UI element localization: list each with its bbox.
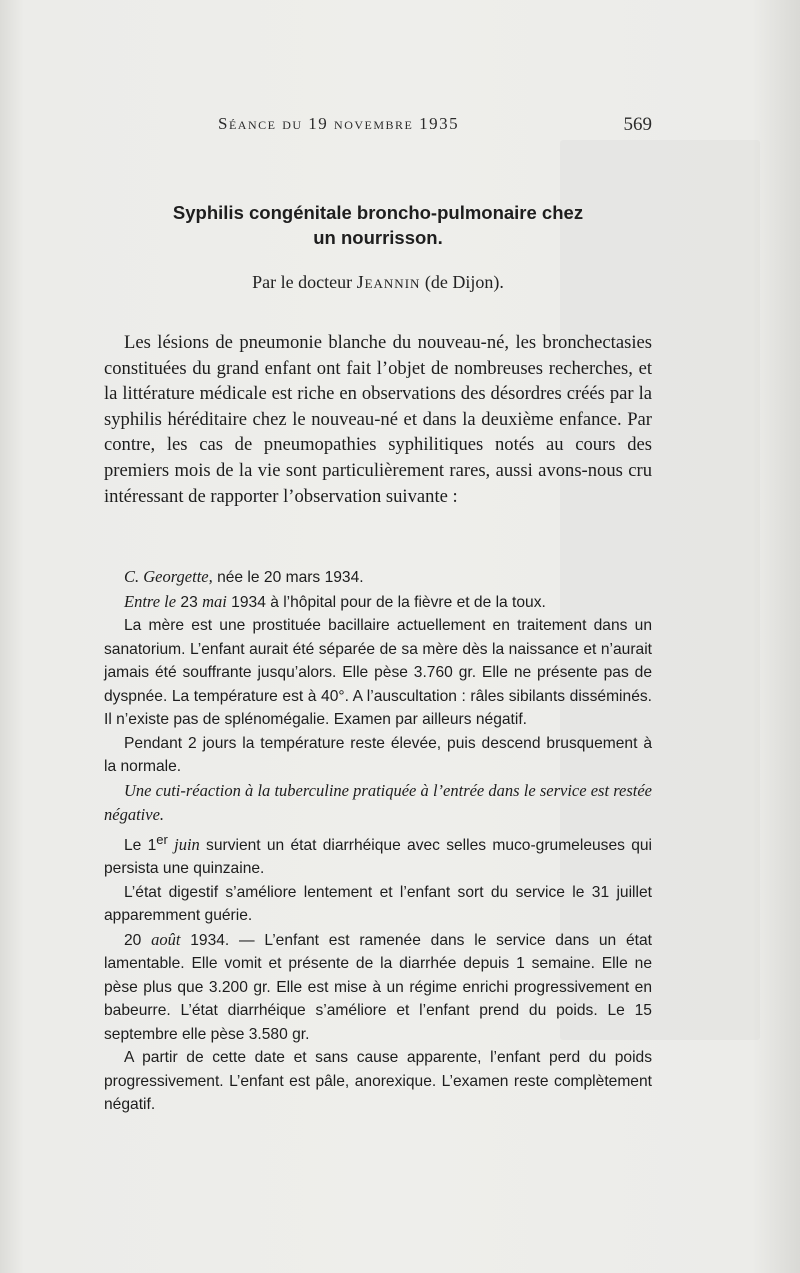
page-number: 569 [623, 114, 652, 135]
running-head: Séance du 19 novembre 1935 [218, 114, 460, 133]
article-title [104, 200, 652, 250]
author-name: Jeannin [356, 272, 421, 292]
author-prefix: Par le docteur [252, 272, 353, 292]
observation-paragraph-8: 20 août 1934. — L’enfant est ramenée dans le service dans un état lamentable. Elle vomit et présente de la diarrhée depuis 1 semaine. Elle ne pèse plus que 3.200 gr. Elle est mise à un régime enrichi progressivement en babeurre. L’état diarrhéique s’améliore et l’enfant prend du poids. Le 15 septembre elle pèse 3.580 gr. [104, 929, 653, 1043]
observation-paragraph-1: C. Georgette, née le 20 mars 1934. [124, 567, 364, 586]
author-line [104, 272, 652, 293]
intro-paragraph: Les lésions de pneumonie blanche du nouveau-né, les bronchectasies constituées du grand enfant ont fait l’objet de nombreuses recherches, et la littérature médicale est riche en observations des désordres créés par la syphilis héréditaire chez le nouveau-né et dans la deuxième enfance. Par contre, les cas de pneumopathies syphilitiques notés au cours des premiers mois de la vie sont particulièrement rares, aussi avons-nous cru intéressant de rapporter l’observation suivante : [104, 332, 652, 507]
observation-paragraph-7: L’état digestif s’améliore lentement et l’enfant sort du service le 31 juillet apparemment guérie. [104, 883, 652, 925]
observation-paragraph-6: Le 1er juin survient un état diarrhéique avec selles muco-grumeleuses qui persista une quinzaine. [104, 831, 652, 878]
observation-section [104, 565, 652, 1117]
patient-name: C. Georgette, [124, 567, 213, 586]
observation-paragraph-2: Entre le 23 mai 1934 à l’hôpital pour de la fièvre et de la toux. [124, 591, 546, 611]
author-suffix: (de Dijon). [424, 272, 504, 292]
observation-paragraph-3: La mère est une prostituée bacillaire actuellement en traitement dans un sanatorium. L’enfant aurait été séparée de sa mère dès la naissance et n’aurait jamais été souffrante jusqu’alors. Elle pèse 3.760 gr. Elle ne présente pas de dyspnée. La température est à 40°. A l’auscultation : râles sibilants disséminés. Il n’existe pas de splénomégalie. Examen par ailleurs négatif. [104, 617, 652, 728]
title-line-1: Syphilis congénitale broncho-pulmonaire chez [172, 202, 584, 223]
page-header [104, 114, 652, 140]
observation-paragraph-4: Pendant 2 jours la température reste élevée, puis descend brusquement à la normale. [104, 734, 652, 775]
observation-paragraph-9: A partir de cette date et sans cause apparente, l’enfant perd du poids progressivement. L’enfant est pâle, anorexique. L’examen reste complètement négatif. [104, 1049, 652, 1114]
observation-paragraph-5: Une cuti-réaction à la tuberculine pratiquée à l’entrée dans le service est restée négative. [104, 780, 652, 824]
title-line-2: un nourrisson. [313, 227, 443, 248]
intro-section [104, 330, 652, 509]
